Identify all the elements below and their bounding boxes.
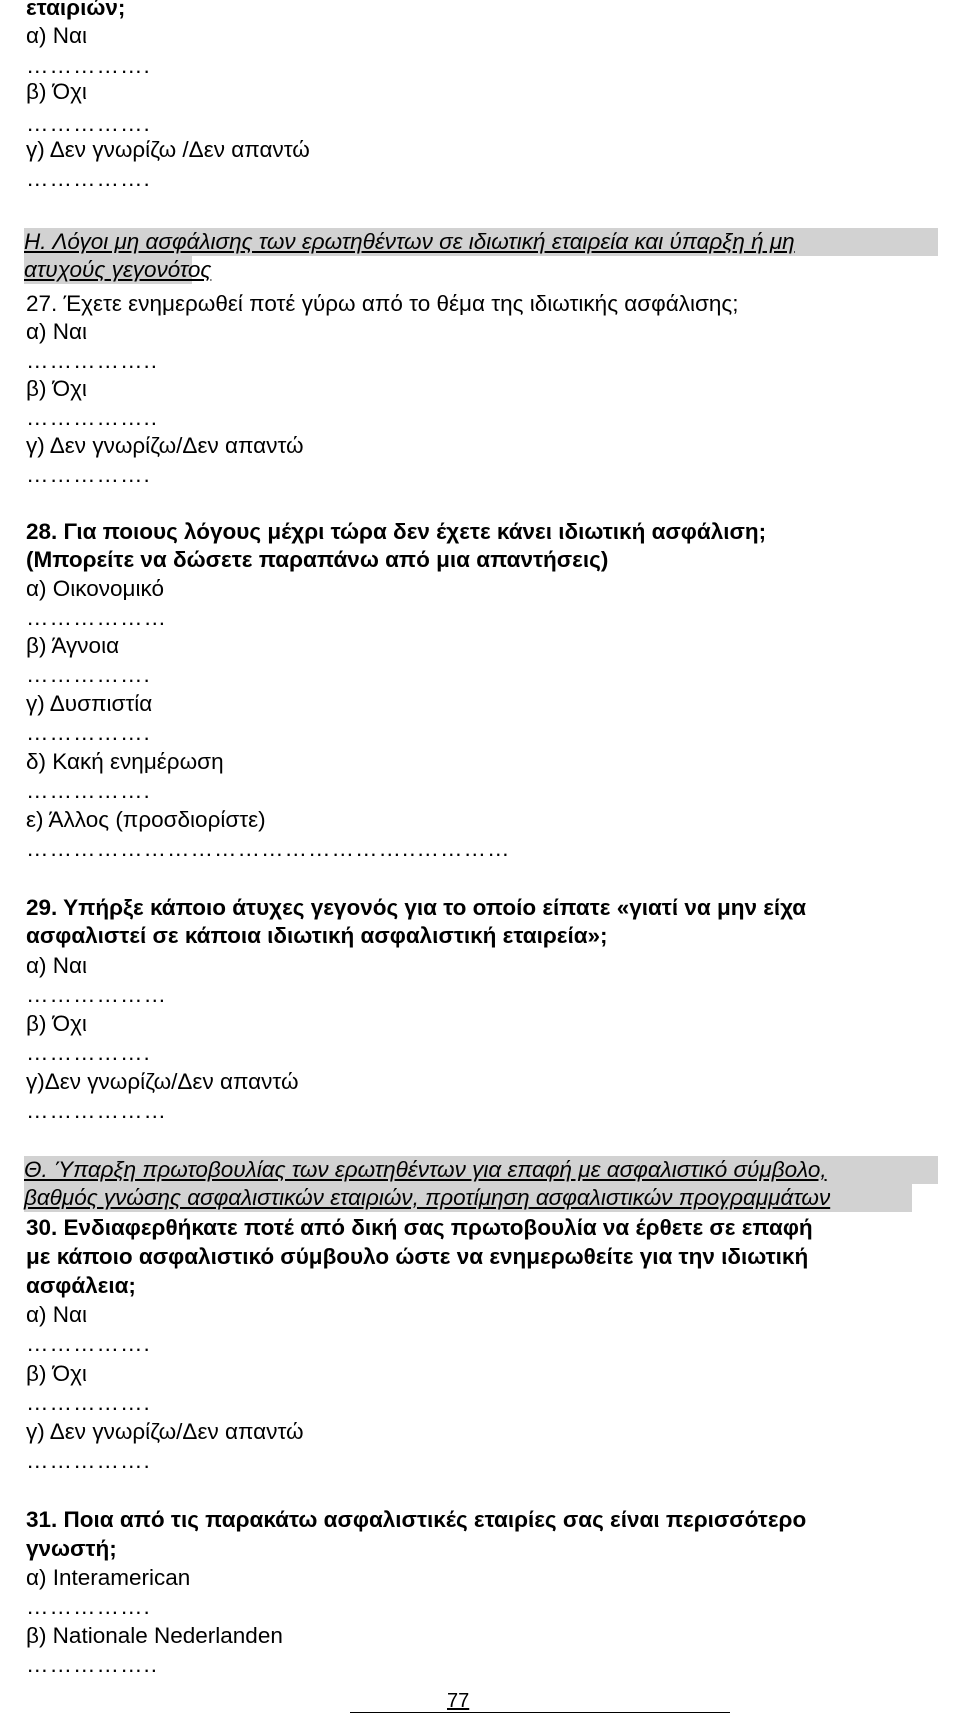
answer-dots: …………….. <box>26 1652 159 1677</box>
option-a: α) Ναι <box>26 953 88 978</box>
option-c: γ) Δεν γνωρίζω/Δεν απαντώ <box>26 1419 304 1444</box>
option-c: γ)Δεν γνωρίζω/Δεν απαντώ <box>26 1069 299 1094</box>
answer-dots: ……………. <box>26 1331 151 1356</box>
option-b: β) Όχι <box>26 376 87 401</box>
option-c: γ) Δυσπιστία <box>26 691 153 716</box>
option-e: ε) Άλλος (προσδιορίστε) <box>26 807 266 832</box>
section-heading-theta-cont <box>24 1184 912 1212</box>
section-heading-h-cont <box>24 256 212 284</box>
answer-dots: ……………. <box>26 53 151 78</box>
option-a: α) Οικονομικό <box>26 576 164 601</box>
question-29-cont: ασφαλιστεί σε κάποια ιδιωτική ασφαλιστική εταιρεία»; <box>26 923 608 948</box>
answer-dots: ……………. <box>26 166 151 191</box>
option-c: γ) Δεν γνωρίζω/Δεν απαντώ <box>26 433 304 458</box>
answer-dots: …………….. <box>26 405 159 430</box>
answer-dots: …………….. <box>26 348 159 373</box>
answer-dots: ……………. <box>26 462 151 487</box>
answer-dots: ……………. <box>26 1390 151 1415</box>
section-heading-theta <box>24 1156 938 1184</box>
section-heading-line: βαθμός γνώσης ασφαλιστικών εταιριών, προτίμηση ασφαλιστικών προγραμμάτων <box>24 1185 831 1210</box>
question-31-cont: γνωστή; <box>26 1536 117 1561</box>
option-a: α) Ναι <box>26 1302 88 1327</box>
footer-rule <box>350 1712 730 1713</box>
answer-dots: ……………. <box>26 1594 151 1619</box>
section-heading-line: ατυχούς γεγονότος <box>24 257 212 282</box>
answer-dots: ……………. <box>26 111 151 136</box>
answer-dots: ……………. <box>26 1040 151 1065</box>
question-28: 28. Για ποιους λόγους μέχρι τώρα δεν έχετε κάνει ιδιωτική ασφάλιση; <box>26 519 767 544</box>
option-b: β) Όχι <box>26 1011 87 1036</box>
answer-dots: ……………. <box>26 1448 151 1473</box>
option-d: δ) Κακή ενημέρωση <box>26 749 224 774</box>
answer-dots: ……………… <box>26 605 167 630</box>
answer-dots: ……………… <box>26 982 167 1007</box>
question-31: 31. Ποια από τις παρακάτω ασφαλιστικές εταιρίες σας είναι περισσότερο <box>26 1507 807 1532</box>
option-b: β) Όχι <box>26 1361 87 1386</box>
question-tail: εταιριών; <box>26 0 126 20</box>
option-c: γ) Δεν γνωρίζω /Δεν απαντώ <box>26 137 310 162</box>
section-heading-line: Θ. Ύπαρξη πρωτοβουλίας των ερωτηθέντων για επαφή με ασφαλιστικό σύμβολο, <box>24 1157 827 1182</box>
option-b: β) Όχι <box>26 79 87 104</box>
answer-dots: …………………………………………..………… <box>26 836 511 861</box>
option-b: β) Άγνοια <box>26 633 120 658</box>
question-28-cont: (Μπορείτε να δώσετε παραπάνω από μια απαντήσεις) <box>26 547 609 572</box>
option-a: α) Ναι <box>26 23 88 48</box>
question-27: 27. Έχετε ενημερωθεί ποτέ γύρω από το θέμα της ιδιωτικής ασφάλισης; <box>26 291 739 316</box>
option-a: α) Interamerican <box>26 1565 191 1590</box>
question-30-cont: ασφάλεια; <box>26 1273 136 1298</box>
answer-dots: ……………… <box>26 1098 167 1123</box>
section-heading-h <box>24 228 938 256</box>
question-30: 30. Ενδιαφερθήκατε ποτέ από δική σας πρωτοβουλία να έρθετε σε επαφή <box>26 1215 813 1240</box>
question-30-cont: με κάποιο ασφαλιστικό σύμβουλο ώστε να ενημερωθείτε για την ιδιωτική <box>26 1244 809 1269</box>
answer-dots: ……………. <box>26 662 151 687</box>
section-heading-line: Η. Λόγοι μη ασφάλισης των ερωτηθέντων σε ιδιωτική εταιρεία και ύπαρξη ή μη <box>24 229 795 254</box>
option-b: β) Nationale Nederlanden <box>26 1623 283 1648</box>
page-number: 77 <box>447 1690 470 1712</box>
question-29: 29. Υπήρξε κάποιο άτυχες γεγονός για το οποίο είπατε «γιατί να μην είχα <box>26 895 807 920</box>
answer-dots: ……………. <box>26 720 151 745</box>
option-a: α) Ναι <box>26 319 88 344</box>
answer-dots: ……………. <box>26 778 151 803</box>
